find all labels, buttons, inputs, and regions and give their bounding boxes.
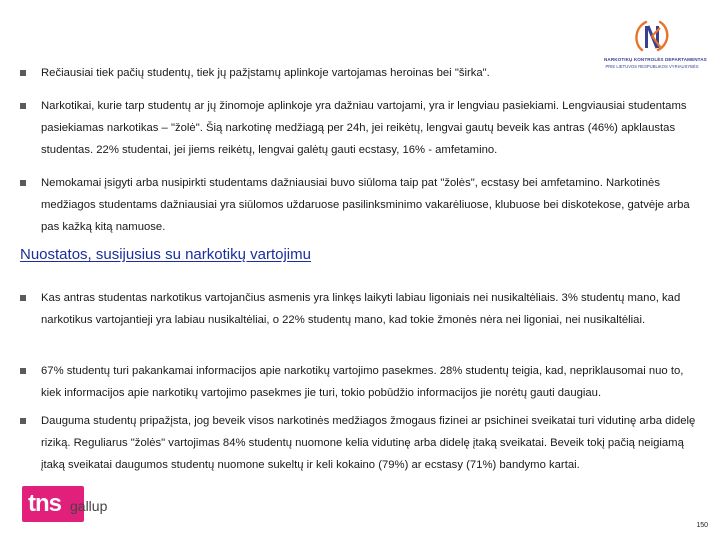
tns-logo-text: tns <box>28 490 61 517</box>
bullet-icon <box>20 70 26 76</box>
bullet-icon <box>20 368 26 374</box>
section-heading: Nuostatos, susijusius su narkotikų vartojimu <box>20 246 311 263</box>
ndk-logo-line1: NARKOTIKŲ KONTROLĖS DEPARTAMENTAS <box>604 57 707 62</box>
bullet-icon <box>20 418 26 424</box>
ndk-logo-line2: PRIE LIETUVOS RESPUBLIKOS VYRIAUSYBĖS <box>605 64 699 69</box>
bullet-text-accessibility: Narkotikai, kurie tarp studentų ar jų žinomoje aplinkoje yra dažniau vartojami, yra ir lengviau pasiekiami. Lengviausiai studentams pasiekiamas narkotikas – "žolė". Šią narkotinę medžiagą per 24h, jei reikėtų, lengvai gautų beveik kas antras (46%) apklaustas studentas. 22% studentai, jei jiems reikėtų, lengvai galėtų gauti ecstasy, 16% - amfetamino. <box>41 100 687 156</box>
bullet-icon <box>20 180 26 186</box>
bullet-icon <box>20 295 26 301</box>
tns-gallup-logo <box>18 484 108 524</box>
bullet-text-offered: Nemokamai įsigyti arba nusipirkti studentams dažniausiai buvo siūloma taip pat "žolės", ecstasy bei amfetamino. Narkotinės medžiagos studentams dažniausiai yra siūlomos uždaruose pasilinksminimo vakarėliuose, klubuose bei diskotekose, gatvėje arba pas kažką kitą namuose. <box>41 177 690 233</box>
ndk-logo-mark <box>630 16 674 56</box>
bullet-icon <box>20 103 26 109</box>
bullet-text-heroin: Rečiausiai tiek pačių studentų, tiek jų pažįstamų aplinkoje vartojamas heroinas bei "širka". <box>41 67 490 79</box>
bullet-text-attitudes: Kas antras studentas narkotikus vartojančius asmenis yra linkęs laikyti labiau ligoniais nei nusikaltėliais. 3% studentų mano, kad narkotikus vartojantieji yra labiau nusikaltėliai, o 22% studentų mano, kad tokie žmonės nėra nei ligoniai, nei nusikaltėliai. <box>41 292 681 326</box>
bullet-text-information: 67% studentų turi pakankamai informacijos apie narkotikų vartojimo pasekmes. 28% studentų teigia, kad, nepriklausomai nuo to, kiek informacijos apie narkotikų vartojimo pasekmes jie turi, tokio pobūdžio informacijos jie norėtų gauti daugiau. <box>41 365 684 399</box>
bullet-text-health-risk: Dauguma studentų pripažįsta, jog beveik visos narkotinės medžiagos žmogaus fizinei ar psichinei sveikatai turi vidutinę arba didelę riziką. Reguliarus "žolės" vartojimas 84% studentų nuomone kelia vidutinę arba didelę įtaką sveikatai. Beveik tokį pačią neigiamą įtaką sveikatai daugumos studentų nuomone sukeltų ir keli kokaino (79%) ar ecstasy (71%) bandymo kartai. <box>41 415 696 471</box>
page-number: 150 <box>696 522 708 529</box>
gallup-logo-text: gallup <box>70 498 108 514</box>
